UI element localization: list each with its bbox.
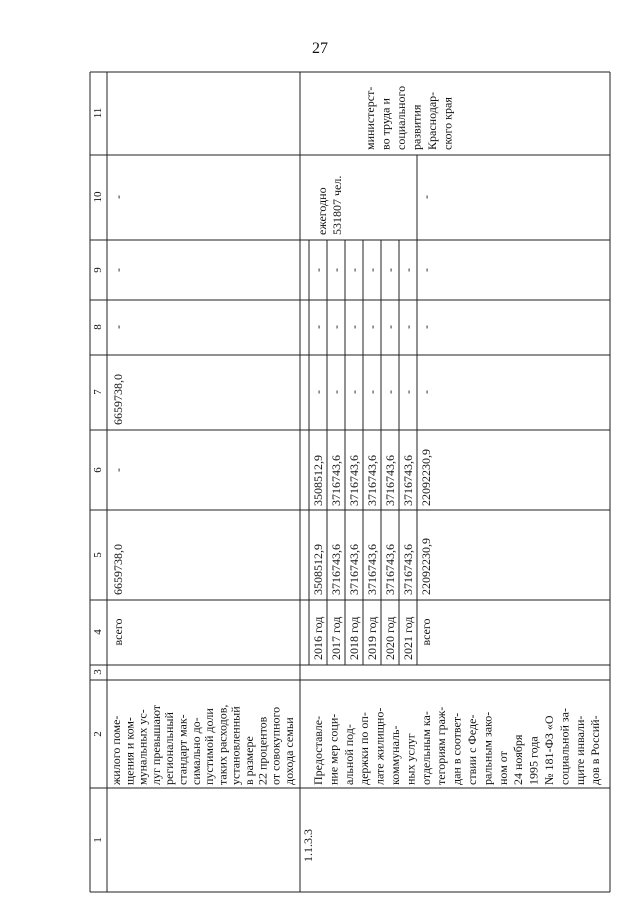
cell-value: - [383, 390, 397, 394]
cell-total-label: всего [111, 618, 125, 646]
cell-value: 3716743,6 [365, 544, 379, 595]
cell-text: тегориям граж- [434, 706, 449, 785]
row-number: 1.1.3.3 [301, 829, 315, 862]
cell-text: ствии с Феде- [465, 714, 479, 785]
cell-text: 531807 чел. [330, 175, 344, 235]
cell-text: Краснодар- [425, 91, 439, 150]
cell-value: 3716743,6 [401, 544, 415, 595]
cell-value: - [111, 268, 125, 272]
column-number-11: 11 [92, 107, 104, 119]
cell-value: - [365, 390, 379, 394]
cell-text: дан в соответ- [449, 712, 464, 785]
cell-value: 22092230,9 [419, 538, 433, 595]
column-number-6: 6 [92, 467, 104, 473]
cell-total-label: всего [419, 618, 433, 646]
cell-text: ского края [440, 97, 455, 150]
cell-value: 3508512,9 [311, 455, 325, 506]
column-number-8: 8 [92, 324, 104, 330]
column-number-5: 5 [92, 552, 104, 558]
cell-text: лате жилищно- [372, 707, 387, 785]
cell-text: 1995 года [526, 736, 541, 785]
cell-text: мунальных ус- [135, 709, 150, 785]
cell-value: - [383, 325, 397, 329]
cell-value: - [347, 390, 361, 394]
cell-text: дохода семьи [281, 717, 296, 785]
cell-text: ных услуг [403, 733, 418, 785]
cell-value: - [329, 390, 343, 394]
cell-value: - [347, 325, 361, 329]
cell-value: - [419, 268, 433, 272]
cell-value: - [365, 325, 379, 329]
cell-value: - [401, 268, 415, 272]
cell-text: ном от [495, 751, 510, 785]
year-label: 2021 год [401, 616, 415, 660]
cell-value: 3716743,6 [383, 544, 397, 595]
table-cells [109, 86, 602, 862]
cell-value: - [111, 325, 125, 329]
cell-text: министерст- [363, 86, 377, 150]
cell-value: 3716743,6 [401, 455, 415, 506]
cell-text: альной под- [341, 724, 356, 785]
cell-text: симально до- [188, 717, 203, 785]
cell-text: ежегодно [315, 187, 329, 235]
cell-text: развития [409, 104, 424, 150]
cell-value: - [311, 268, 325, 272]
page-number: 27 [312, 40, 328, 57]
column-number-7: 7 [92, 389, 104, 395]
cell-value: - [419, 195, 433, 199]
cell-text: 22 процентов [255, 716, 270, 785]
cell-text: ние мер соци- [326, 713, 341, 785]
column-number-10: 10 [92, 191, 104, 203]
cell-value: - [419, 390, 433, 394]
cell-text: луг превышают [148, 704, 163, 785]
cell-value: 3716743,6 [347, 544, 361, 595]
cell-text: № 181-ФЗ «О [542, 715, 556, 785]
cell-text: щите инвали- [572, 715, 587, 785]
cell-value: - [311, 390, 325, 394]
cell-text: щения и ком- [122, 717, 137, 785]
cell-value: - [383, 268, 397, 272]
cell-text: дов в Россий- [588, 715, 603, 785]
cell-text: установленный [228, 706, 243, 785]
cell-text: таких расходов, [215, 704, 230, 785]
year-label: 2016 год [311, 616, 325, 660]
cell-text: во труда и [378, 98, 393, 150]
column-number-header [92, 108, 104, 843]
cell-text: пустимой доли [202, 708, 217, 785]
cell-value: - [111, 195, 125, 199]
cell-text: стандарт мак- [175, 714, 190, 785]
cell-value: 3716743,6 [329, 455, 343, 506]
rotated-table [90, 72, 610, 902]
cell-value: - [311, 325, 325, 329]
year-label: 2019 год [365, 616, 379, 660]
cell-value: - [401, 325, 415, 329]
cell-text: держки по оп- [357, 712, 372, 785]
cell-value: - [111, 468, 125, 472]
cell-value: 6659738,0 [111, 374, 125, 425]
cell-value: - [365, 268, 379, 272]
cell-value: - [419, 325, 433, 329]
cell-text: Предоставле- [311, 715, 325, 785]
cell-text: в размере [242, 736, 256, 785]
cell-text: коммуналь- [388, 725, 402, 785]
cell-value: 3716743,6 [365, 455, 379, 506]
cell-value: 3716743,6 [383, 455, 397, 506]
cell-value: - [329, 268, 343, 272]
column-number-1: 1 [92, 837, 104, 843]
cell-text: жилого поме- [109, 715, 123, 785]
cell-text: от совокупного [268, 706, 283, 785]
column-number-3: 3 [92, 669, 104, 675]
column-number-2: 2 [92, 731, 104, 737]
cell-value: 6659738,0 [111, 544, 125, 595]
cell-value: 3716743,6 [347, 455, 361, 506]
cell-value: - [347, 268, 361, 272]
column-number-4: 4 [92, 629, 104, 635]
cell-text: ральным зако- [480, 711, 495, 785]
year-label: 2017 год [329, 616, 343, 660]
year-label: 2018 год [347, 616, 361, 660]
cell-value: 3508512,9 [311, 544, 325, 595]
cell-text: социального [394, 85, 408, 150]
cell-value: - [329, 325, 343, 329]
column-number-9: 9 [92, 267, 104, 273]
cell-text: региональный [162, 712, 177, 785]
cell-text: 24 ноября [511, 734, 526, 785]
cell-text: отдельным ка- [418, 711, 433, 785]
year-label: 2020 год [383, 616, 397, 660]
cell-value: 22092230,9 [419, 449, 433, 506]
cell-text: социальной за- [557, 708, 572, 785]
cell-value: - [401, 390, 415, 394]
cell-value: 3716743,6 [329, 544, 343, 595]
